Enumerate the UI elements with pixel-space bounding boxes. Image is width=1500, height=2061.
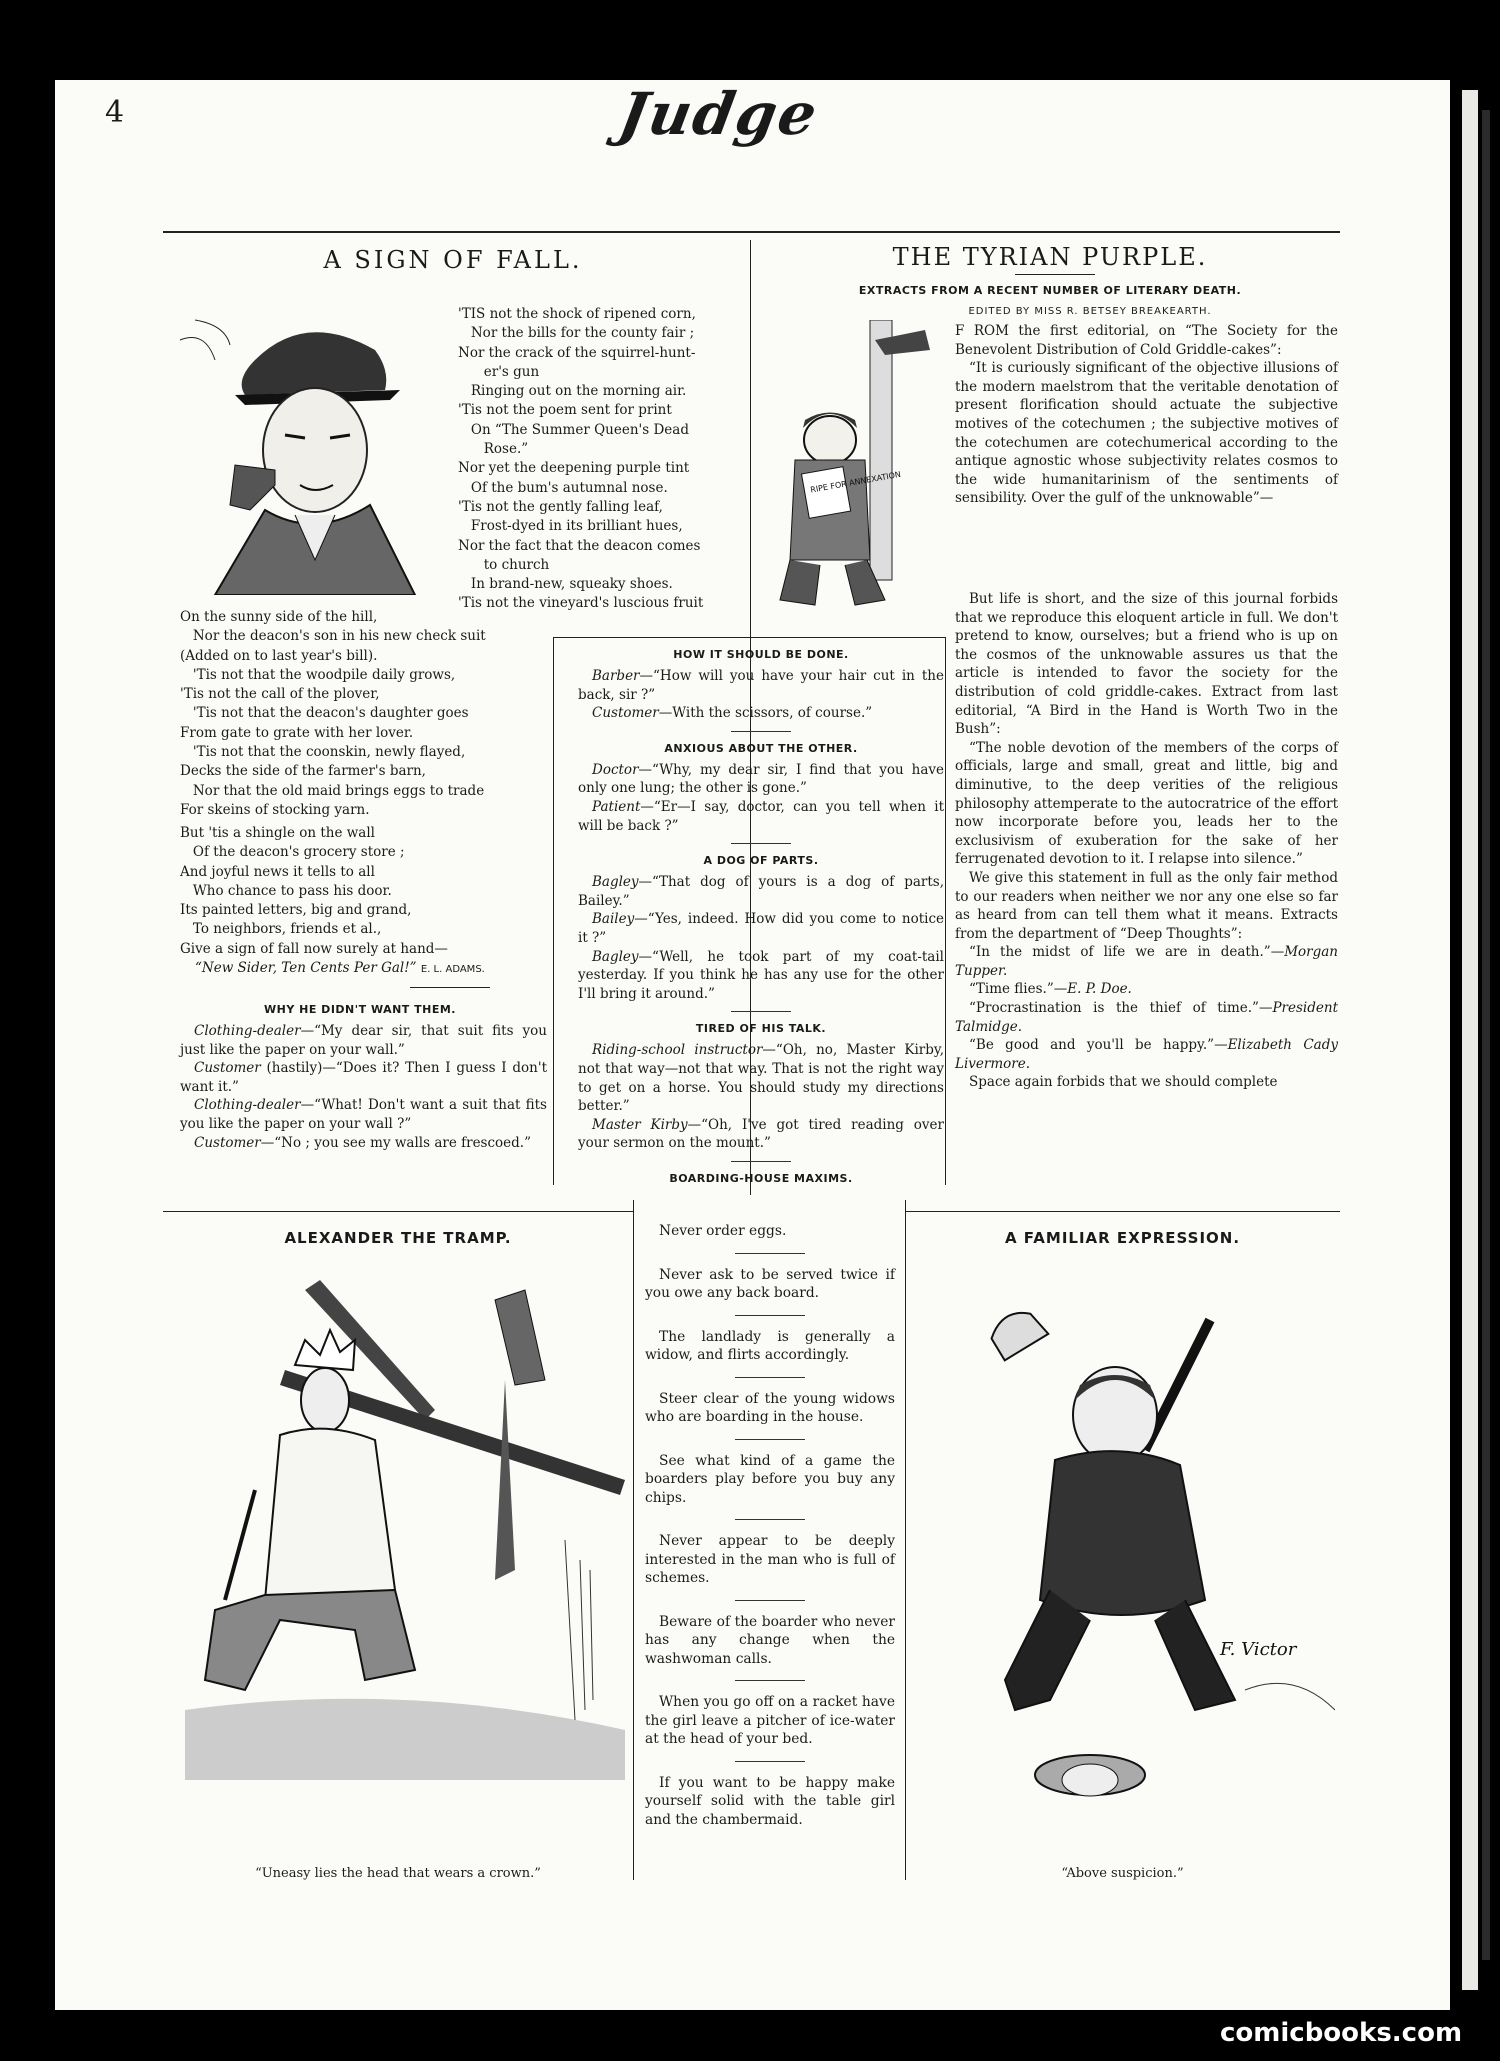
middle-left-divider — [553, 637, 554, 1185]
speaker: Bagley — [592, 948, 639, 965]
dialogue-line — [180, 1134, 547, 1153]
divider — [735, 1680, 805, 1681]
why-heading: WHY HE DIDN'T WANT THEM. — [264, 1003, 456, 1016]
divider — [731, 1011, 791, 1012]
maxim-item: Steer clear of the young widows who are boarding in the house. — [645, 1390, 895, 1425]
dialogue-text: —“Why, my dear sir, I find that you have only one lung; the other is gone.” — [578, 761, 944, 797]
sign-of-fall-last-line — [195, 959, 485, 979]
tyrian-q2 — [955, 980, 1338, 999]
tyrian-p3: But life is short, and the size of this journal forbids that we reproduce this eloquent article in full. We don't pretend to know, ourselves; but a friend who is up on the cosmos of the unknowable assures us that the article is intended to favor the society for the distribution of cold griddle-cakes. Extract from last editorial, “A Bird in the Hand is Worth Two in the Bush”: — [955, 591, 1338, 738]
maxim-item: Never ask to be served twice if you owe any back board. — [645, 1266, 895, 1301]
quote-1: “In the midst of life we are in death.”— — [969, 944, 1285, 961]
tyrian-p4: “The noble devotion of the members of the corps of officials, large and small, great and little, big and diminutive, to the deep verities of the religious philosophy attemperate to the autocratrice of the effort now incorporate before you, leads her to the exclusivism of exuberation for the sake of her ferrugenated devotion to it. I relapse into silence.” — [955, 739, 1338, 868]
maxims-column — [645, 1222, 895, 1841]
familiar-title: A FAMILIAR EXPRESSION. — [1004, 1229, 1241, 1247]
divider — [731, 843, 791, 844]
section-body — [578, 761, 944, 835]
dialogue-line — [578, 1116, 944, 1153]
old-man-pipe-illustration — [175, 300, 445, 595]
section-body — [578, 667, 944, 723]
speaker: Bagley — [592, 874, 639, 891]
sign-of-fall-title: A SIGN OF FALL. — [323, 246, 583, 274]
speaker: Patient — [592, 798, 641, 815]
dialogue-text: (hastily)—“Does it? Then I guess I don't want it.” — [180, 1060, 547, 1095]
tyrian-subtitle: EXTRACTS FROM A RECENT NUMBER OF LITERARY DEATH. — [858, 284, 1242, 297]
familiar-caption: “Above suspicion.” — [1061, 1866, 1184, 1881]
section-heading: ANXIOUS ABOUT THE OTHER. — [664, 741, 858, 755]
divider — [735, 1600, 805, 1601]
dialogue-line — [180, 1022, 547, 1059]
tyrian-editor: EDITED BY MISS R. BETSEY BREAKEARTH. — [968, 306, 1212, 317]
dialogue-line — [578, 798, 944, 835]
dialogue-text: —“That dog of yours is a dog of parts, Bailey.” — [578, 874, 944, 909]
middle-top-rule — [553, 637, 945, 638]
dialogue-text: —“My dear sir, that suit fits you just like the paper on your wall.” — [180, 1023, 547, 1058]
sign-of-fall-verse-right: 'TIS not the shock of ripened corn, Nor the bills for the county fair ; Nor the crack of the squirrel-hunt- er's gun Ringing out on the morning air. 'Tis not the poem sent for print On “The Summer Queen's Dead Rose.” Nor yet the deepening purple tint Of the bum's autumnal nose. 'Tis not the gently falling leaf, Frost-dyed in its brilliant hues, Nor the fact that the deacon comes to church In brand-new, squeaky shoes. 'Tis not the vineyard's luscious fruit — [458, 306, 704, 612]
tyrian-body-top — [955, 322, 1338, 508]
tyrian-p6: Space again forbids that we should complete — [969, 1074, 1278, 1091]
dialogue-text: —“Well, he took part of my coat-tail yesterday. If you think he has any use for the other I'll bring it around.” — [578, 948, 944, 1002]
sign-text: RIPE FOR ANNEXATION — [809, 469, 902, 495]
tyrian-p1: F ROM the first editorial, on “The Society for the Benevolent Distribution of Cold Griddle-cakes”: — [955, 323, 1338, 358]
tyrian-q3 — [955, 999, 1338, 1036]
section-heading: HOW IT SHOULD BE DONE. — [673, 648, 849, 661]
bottom-right-rule — [905, 1211, 1340, 1212]
bottom-left-rule — [163, 1211, 633, 1212]
speaker: Clothing-dealer — [194, 1023, 301, 1039]
dialogue-text: —“What! Don't want a suit that fits you like the paper on your wall ?” — [180, 1097, 547, 1132]
speaker: Barber — [592, 668, 640, 684]
tramp-with-crown-illustration — [185, 1260, 625, 1850]
sign-of-fall-verse-left: On the sunny side of the hill, Nor the deacon's son in his new check suit (Added on to last year's bill). 'Tis not that the woodpile daily grows, 'Tis not the call of the plover, 'Tis not that the deacon's daughter goes From gate to grate with her lover. 'Tis not that the coonskin, newly flayed, Decks the side of the farmer's barn, Nor that the old maid brings eggs to trade For skeins of stocking yarn. — [180, 609, 486, 818]
speaker: Customer — [194, 1060, 261, 1077]
divider — [731, 1161, 791, 1162]
dialogue-line — [180, 1059, 547, 1096]
boy-reading-illustration — [775, 320, 950, 620]
speaker: Master Kirby — [592, 1116, 688, 1133]
policeman-illustration — [945, 1290, 1335, 1830]
divider — [735, 1519, 805, 1520]
tyrian-p5: We give this statement in full as the only fair method to our readers when neither we nor any one else so far as heard from can tell them what it means. Extracts from the department of “Deep Thoughts”: — [955, 869, 1338, 942]
dialogue-line — [578, 910, 944, 947]
tyrian-title: THE TYRIAN PURPLE. — [892, 243, 1208, 271]
tyrian-p2: “It is curiously significant of the objective illusions of the modern maelstrom that the veritable denotation of present florification should actuate the subjective motives of the cotechumen ; the subjective motives of the cotechumen are cotechumerical according to the antique agnostic whose subjectivity relates cosmos to the wide humanitarinism of the sentiments of sensibility. Over the gulf of the unknowable”— — [955, 360, 1338, 507]
dialogue-text: —“Yes, indeed. How did you come to notice it ?” — [578, 911, 944, 946]
dialogue-text: —With the scissors, of course.” — [658, 705, 873, 722]
section-body — [578, 1041, 944, 1153]
masthead: Judge — [614, 80, 824, 148]
artist-signature: F. Victor — [1220, 1639, 1297, 1660]
alexander-title: ALEXANDER THE TRAMP. — [284, 1229, 512, 1247]
dialogue-text: —“Er—I say, doctor, can you tell when it will be back ?” — [578, 798, 944, 834]
alexander-caption: “Uneasy lies the head that wears a crown.” — [255, 1866, 541, 1881]
dialogue-line — [578, 704, 944, 723]
quote-2: “Time flies.”— — [969, 981, 1068, 998]
dialogue-text: —“Oh, no, Master Kirby, not that way—not that way. That is not the right way to get on a horse. You should study my directions better.” — [578, 1042, 945, 1115]
maxim-item: Beware of the boarder who never has any change when the washwoman calls. — [645, 1613, 895, 1667]
divider — [731, 731, 791, 732]
maxim-item: The landlady is generally a widow, and flirts accordingly. — [645, 1328, 895, 1363]
speaker: Customer — [194, 1134, 261, 1151]
header-rule — [163, 231, 1340, 233]
section-body — [578, 873, 944, 1003]
dialogue-line — [180, 1096, 547, 1133]
watermark: comicbooks.com — [1220, 2018, 1463, 2048]
quote-3-author: President Talmidge. — [955, 1000, 1338, 1035]
divider — [410, 987, 490, 988]
speaker: Clothing-dealer — [194, 1097, 301, 1114]
dialogue-line — [578, 761, 944, 798]
maxim-item: Never appear to be deeply interested in the man who is full of schemes. — [645, 1533, 895, 1586]
quote-3: “Procrastination is the thief of time.”— — [969, 1000, 1273, 1017]
binding-shadow — [1482, 110, 1490, 1960]
maxim-item: Never order eggs. — [659, 1223, 787, 1239]
section-heading: A DOG OF PARTS. — [703, 854, 819, 868]
dialogue-line — [578, 667, 944, 704]
middle-column — [578, 648, 944, 1185]
divider — [735, 1761, 805, 1762]
tyrian-body — [955, 590, 1338, 1092]
dialogue-text: —“No ; you see my walls are frescoed.” — [260, 1134, 532, 1151]
quote-4: “Be good and you'll be happy.”— — [969, 1037, 1228, 1054]
divider — [735, 1439, 805, 1440]
divider — [1015, 274, 1095, 275]
why-dialogue — [180, 1022, 547, 1152]
quote-1-author: Morgan Tupper. — [955, 944, 1338, 979]
dialogue-line — [578, 948, 944, 1004]
maxims-heading: BOARDING-HOUSE MAXIMS. — [669, 1171, 853, 1185]
speaker: Riding-school instructor — [592, 1042, 763, 1059]
speaker: Customer — [592, 705, 659, 722]
quote-2-author: E. P. Doe. — [1067, 981, 1132, 998]
divider — [735, 1377, 805, 1378]
tyrian-q1 — [955, 943, 1338, 980]
tyrian-q4 — [955, 1036, 1338, 1073]
divider — [735, 1315, 805, 1316]
section-heading: TIRED OF HIS TALK. — [695, 1022, 827, 1036]
maxim-item: See what kind of a game the boarders play before you buy any chips. — [645, 1452, 895, 1506]
bottom-right-divider — [905, 1200, 906, 1880]
quote-4-author: Elizabeth Cady Livermore. — [955, 1037, 1338, 1072]
middle-right-divider — [945, 637, 946, 1185]
page-number: 4 — [105, 95, 125, 130]
sign-of-fall-verse-left-2: But 'tis a shingle on the wall Of the deacon's grocery store ; And joyful news it tells to all Who chance to pass his door. Its painted letters, big and grand, To neighbors, friends et al., Give a sign of fall now surely at hand— — [180, 825, 448, 957]
speaker: Bailey — [592, 911, 635, 928]
maxim-item: When you go off on a racket have the girl leave a pitcher of ice-water at the head of your bed. — [645, 1694, 895, 1747]
dialogue-line — [578, 1041, 944, 1115]
maxim-item: If you want to be happy make yourself solid with the table girl and the chambermaid. — [645, 1774, 895, 1828]
author: E. L. ADAMS. — [420, 964, 485, 975]
dialogue-text: —“How will you have your hair cut in the back, sir ?” — [578, 668, 944, 703]
dialogue-line — [578, 873, 944, 910]
next-page-edge — [1462, 90, 1478, 1990]
divider — [735, 1253, 805, 1254]
dialogue-text: —“Oh, I've got tired reading over your sermon on the mount.” — [578, 1116, 944, 1152]
italic-line: “New Sider, Ten Cents Per Gal!” — [195, 960, 417, 976]
speaker: Doctor — [592, 761, 639, 778]
bottom-left-divider — [633, 1200, 634, 1880]
